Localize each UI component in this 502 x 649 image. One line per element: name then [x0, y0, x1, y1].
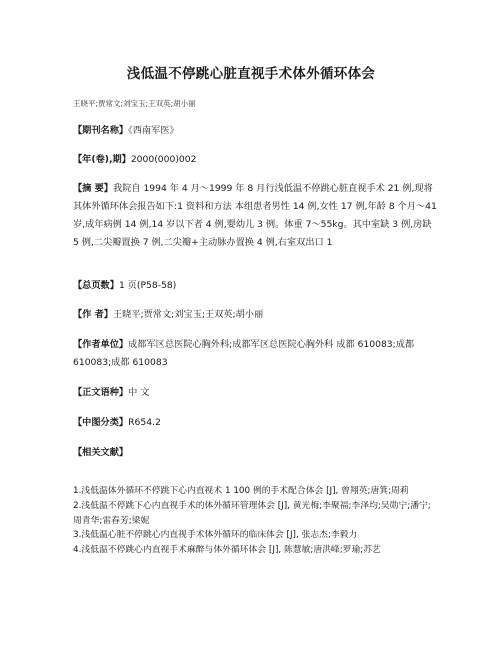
- abstract-label: 【摘 要】: [73, 183, 113, 194]
- journal-label: 【期刊名称】: [73, 125, 129, 136]
- pages-label: 【总页数】: [73, 280, 119, 291]
- classification-label: 【中图分类】: [73, 417, 129, 428]
- reference-item[interactable]: 4.浅低温不停跳心内直视手术麻醉与体外循环体会 [J], 陈慧敏;唐洪峰;罗瑜;苏艺: [73, 545, 381, 556]
- reference-item[interactable]: 1.浅低温体外循环不停跳下心内直视术 1 100 例的手术配合体会 [J], 曾翔英;唐箕;周莉: [73, 486, 409, 496]
- language-value: 中 文: [128, 387, 150, 398]
- reference-item[interactable]: 2.浅低温不停跳下心内直视手术的体外循环管理体会 [J], 黄光梅;李聚福;李泽均;吴勋宁;潘宁;周青华;雷春芳;梁妮: [73, 500, 431, 526]
- language-field: [73, 384, 439, 402]
- affiliation-field: [73, 336, 439, 372]
- year-issue-value: 2000(000)002: [130, 154, 197, 165]
- journal-field: [73, 122, 439, 140]
- classification-field: [73, 414, 439, 432]
- year-issue-field: [73, 151, 439, 169]
- authors-label: 【作 者】: [73, 309, 113, 320]
- related-heading-field: [73, 444, 439, 462]
- year-issue-label: 【年(卷),期】: [73, 154, 131, 165]
- authors-field: [73, 306, 439, 324]
- related-heading: 【相关文献】: [73, 447, 129, 458]
- abstract-field: [73, 180, 439, 252]
- abstract-value: 我院自 1994 年 4 月～1999 年 8 月行浅低温不停跳心脏直视手术 21 例,现将其体外循环体会报告如下:1 资料和方法 本组患者男性 14 例,女性 17 例,年龄 8 个月～41 岁,成年病例 14 例,14 岁以下者 4 例,婴幼儿 3 例。体重 7～55kg。其中室缺 3 例,房缺 5 例,二尖瓣置换 7 例,二尖瓣+主动脉办置换 4 例,右室双出口 1: [73, 183, 437, 248]
- affiliation-value: 成都军区总医院心胸外科;成都军区总医院心胸外科 成都 610083;成都 610083;成都 610083: [73, 339, 415, 368]
- page-title: 浅低温不停跳心脏直视手术体外循环体会: [126, 66, 376, 82]
- classification-value: R654.2: [128, 417, 161, 428]
- authors-line: 王晓平;贾常文;刘宝玉;王双英;胡小丽: [73, 99, 196, 108]
- authors-value: 王晓平;贾常文;刘宝玉;王双英;胡小丽: [112, 309, 264, 320]
- language-label: 【正文语种】: [73, 387, 129, 398]
- journal-value: 《西南军医》: [128, 125, 179, 136]
- pages-value: 1 页(P58-58): [118, 280, 177, 291]
- reference-list: [73, 484, 439, 558]
- reference-item[interactable]: 3.浅低温心脏不停跳心内直视手术体外循环的临床体会 [J], 张志杰;李毅力: [73, 530, 358, 541]
- pages-field: [73, 277, 439, 295]
- affiliation-label: 【作者单位】: [73, 339, 129, 350]
